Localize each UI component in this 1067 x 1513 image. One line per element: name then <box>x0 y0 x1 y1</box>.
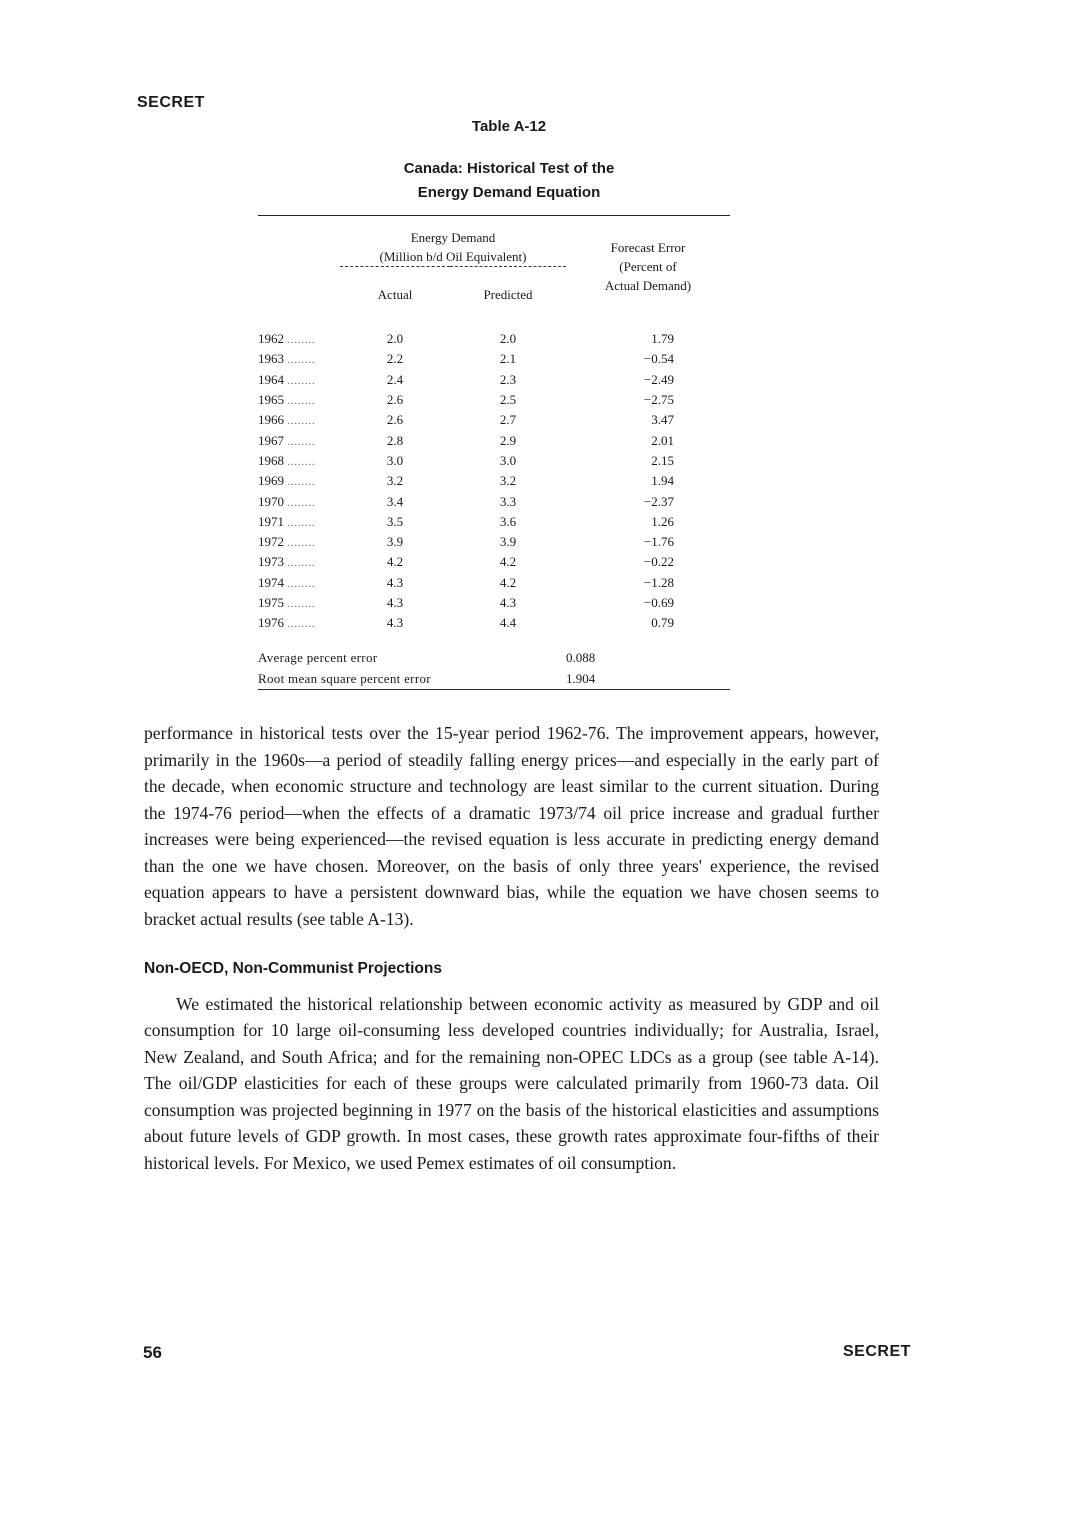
leader-dots: ........ <box>284 396 316 408</box>
summary-average-label: Average percent error <box>258 649 378 665</box>
predicted-cell: 2.0 <box>499 331 517 347</box>
predicted-cell: 2.5 <box>499 392 517 408</box>
actual-cell: 3.0 <box>386 452 404 468</box>
year-cell: 1976 ........ <box>258 615 316 631</box>
year-cell: 1968 ........ <box>258 452 316 468</box>
actual-cell: 2.6 <box>386 392 404 408</box>
predicted-cell: 2.7 <box>499 412 517 428</box>
year-cell: 1963 ........ <box>258 351 316 367</box>
predicted-cell: 3.6 <box>499 513 517 529</box>
actual-cell: 2.8 <box>386 432 404 448</box>
actual-cell: 3.9 <box>386 534 404 550</box>
predicted-cell: 2.3 <box>499 371 517 387</box>
leader-dots: ........ <box>284 538 316 550</box>
table-row <box>258 532 730 552</box>
year-cell: 1974 ........ <box>258 574 316 590</box>
forecast-error-cell: 3.47 <box>651 412 674 428</box>
paragraph-2: We estimated the historical relationship between economic activity as measured by GDP and oil consumption for 10 large oil-consuming less developed countries individually; for Australia, Israel, New Zealand, and South Africa; and for the remaining non-OPEC LDCs as a group (see table A-14). The oil/GDP elasticities for each of these groups were calculated primarily from 1960-73 data. Oil consumption was projected beginning in 1977 on the basis of the historical elasticities and assumptions about future levels of GDP growth. In most cases, these growth rates approximate four-fifths of their historical levels. For Mexico, we used Pemex estimates of oil consumption. <box>144 993 879 1173</box>
summary-rms-label: Root mean square percent error <box>258 670 431 686</box>
actual-cell: 4.2 <box>386 554 404 570</box>
leader-dots: ........ <box>284 619 316 631</box>
predicted-cell: 2.1 <box>499 351 517 367</box>
forecast-error-cell: −0.69 <box>643 595 674 610</box>
table-title-line2: Energy Demand Equation <box>417 184 601 201</box>
table-header-row <box>258 216 730 267</box>
leader-dots: ........ <box>284 416 316 428</box>
page-number: 56 <box>143 1343 162 1362</box>
summary-rms-value: 1.904 <box>566 670 596 686</box>
table-row <box>258 512 730 532</box>
year-cell: 1962 ........ <box>258 331 316 347</box>
actual-cell: 2.4 <box>386 371 404 387</box>
forecast-error-cell: 2.01 <box>651 432 674 448</box>
table-row <box>258 593 730 613</box>
forecast-error-cell: −2.49 <box>643 371 674 387</box>
forecast-error-cell: 0.79 <box>651 615 674 631</box>
table-row <box>258 410 730 430</box>
actual-cell: 3.4 <box>386 493 404 509</box>
year-cell: 1967 ........ <box>258 432 316 448</box>
actual-cell: 3.2 <box>386 473 404 489</box>
year-cell: 1975 ........ <box>258 595 316 610</box>
predicted-cell: 2.9 <box>499 432 517 448</box>
actual-cell: 4.3 <box>386 595 404 610</box>
table-row <box>258 451 730 471</box>
section-heading: Non-OECD, Non-Communist Projections <box>144 960 442 977</box>
summary-rms-row <box>258 668 730 689</box>
table-bottom-rule <box>258 689 730 690</box>
leader-dots: ........ <box>284 599 316 610</box>
table-row <box>258 349 730 369</box>
forecast-error-cell: 1.79 <box>651 331 674 347</box>
forecast-error-cell: −2.37 <box>643 493 674 509</box>
actual-cell: 3.5 <box>386 513 404 529</box>
actual-cell: 2.2 <box>386 351 404 367</box>
leader-dots: ........ <box>284 436 316 448</box>
table-row <box>258 573 730 593</box>
table-row <box>258 552 730 572</box>
table-row <box>258 471 730 491</box>
leader-dots: ........ <box>284 335 316 347</box>
actual-cell: 2.6 <box>386 412 404 428</box>
year-cell: 1970 ........ <box>258 493 316 509</box>
forecast-error-cell: −1.76 <box>643 534 674 550</box>
predicted-cell: 3.2 <box>499 473 517 489</box>
table-summary <box>258 647 730 689</box>
table-title <box>288 157 730 205</box>
leader-dots: ........ <box>284 517 316 529</box>
forecast-error-cell: −1.28 <box>643 574 674 590</box>
forecast-error-cell: 1.94 <box>651 473 674 489</box>
data-table <box>258 216 730 633</box>
leader-dots: ........ <box>284 497 316 509</box>
table-label: Table A-12 <box>471 118 547 135</box>
table-row <box>258 370 730 390</box>
table-a12 <box>258 118 730 690</box>
predicted-cell: 4.2 <box>499 554 517 570</box>
leader-dots: ........ <box>284 375 316 387</box>
col-group-header: Energy Demand (Million b/d Oil Equivalent) <box>379 230 527 264</box>
classification-marking-top: SECRET <box>137 94 205 111</box>
leader-dots: ........ <box>284 456 316 468</box>
table-row <box>258 491 730 511</box>
year-cell: 1973 ........ <box>258 554 316 570</box>
year-cell: 1964 ........ <box>258 371 316 387</box>
actual-cell: 4.3 <box>386 574 404 590</box>
predicted-cell: 3.3 <box>499 493 517 509</box>
forecast-error-cell: 2.15 <box>651 452 674 468</box>
year-cell: 1972 ........ <box>258 534 316 550</box>
predicted-cell: 4.3 <box>499 595 517 610</box>
predicted-cell: 3.9 <box>499 534 517 550</box>
leader-dots: ........ <box>284 558 316 570</box>
year-cell: 1965 ........ <box>258 392 316 408</box>
table-row <box>258 613 730 633</box>
forecast-error-cell: −0.54 <box>643 351 674 367</box>
year-cell: 1969 ........ <box>258 473 316 489</box>
col-header-forecast-error: Forecast Error (Percent of Actual Demand) <box>604 240 692 293</box>
forecast-error-cell: −0.22 <box>643 554 674 570</box>
predicted-cell: 3.0 <box>499 452 517 468</box>
body-text <box>144 720 879 1176</box>
summary-average-row <box>258 647 730 668</box>
year-cell: 1966 ........ <box>258 412 316 428</box>
forecast-error-cell: 1.26 <box>651 513 674 529</box>
actual-cell: 2.0 <box>386 331 404 347</box>
table-row <box>258 329 730 349</box>
predicted-cell: 4.4 <box>499 615 517 631</box>
leader-dots: ........ <box>284 355 316 367</box>
col-header-actual: Actual <box>377 287 413 302</box>
col-header-predicted: Predicted <box>483 287 533 302</box>
classification-marking-bottom: SECRET <box>843 1343 911 1360</box>
paragraph-1: performance in historical tests over the 15-year period 1962-76. The improvement appears, however, primarily in the 1960s—a period of steadily falling energy prices—and especially in the early part of the decade, when economic structure and technology are least similar to the current situation. During the 1974-76 period—when the effects of a dramatic 1973/74 oil price increase and gradual further increases were being experienced—the revised equation is less accurate in predicting energy demand than the one we have chosen. Moreover, on the basis of only three years' experience, the revised equation appears to have a persistent downward bias, while the equation we have chosen seems to bracket actual results (see table A-13). <box>144 723 879 929</box>
table-title-line1: Canada: Historical Test of the <box>403 160 615 177</box>
forecast-error-cell: −2.75 <box>643 392 674 408</box>
table-row <box>258 390 730 410</box>
predicted-cell: 4.2 <box>499 574 517 590</box>
leader-dots: ........ <box>284 477 316 489</box>
summary-average-value: 0.088 <box>566 649 596 665</box>
actual-cell: 4.3 <box>386 615 404 631</box>
leader-dots: ........ <box>284 578 316 590</box>
year-cell: 1971 ........ <box>258 513 316 529</box>
table-row <box>258 430 730 450</box>
